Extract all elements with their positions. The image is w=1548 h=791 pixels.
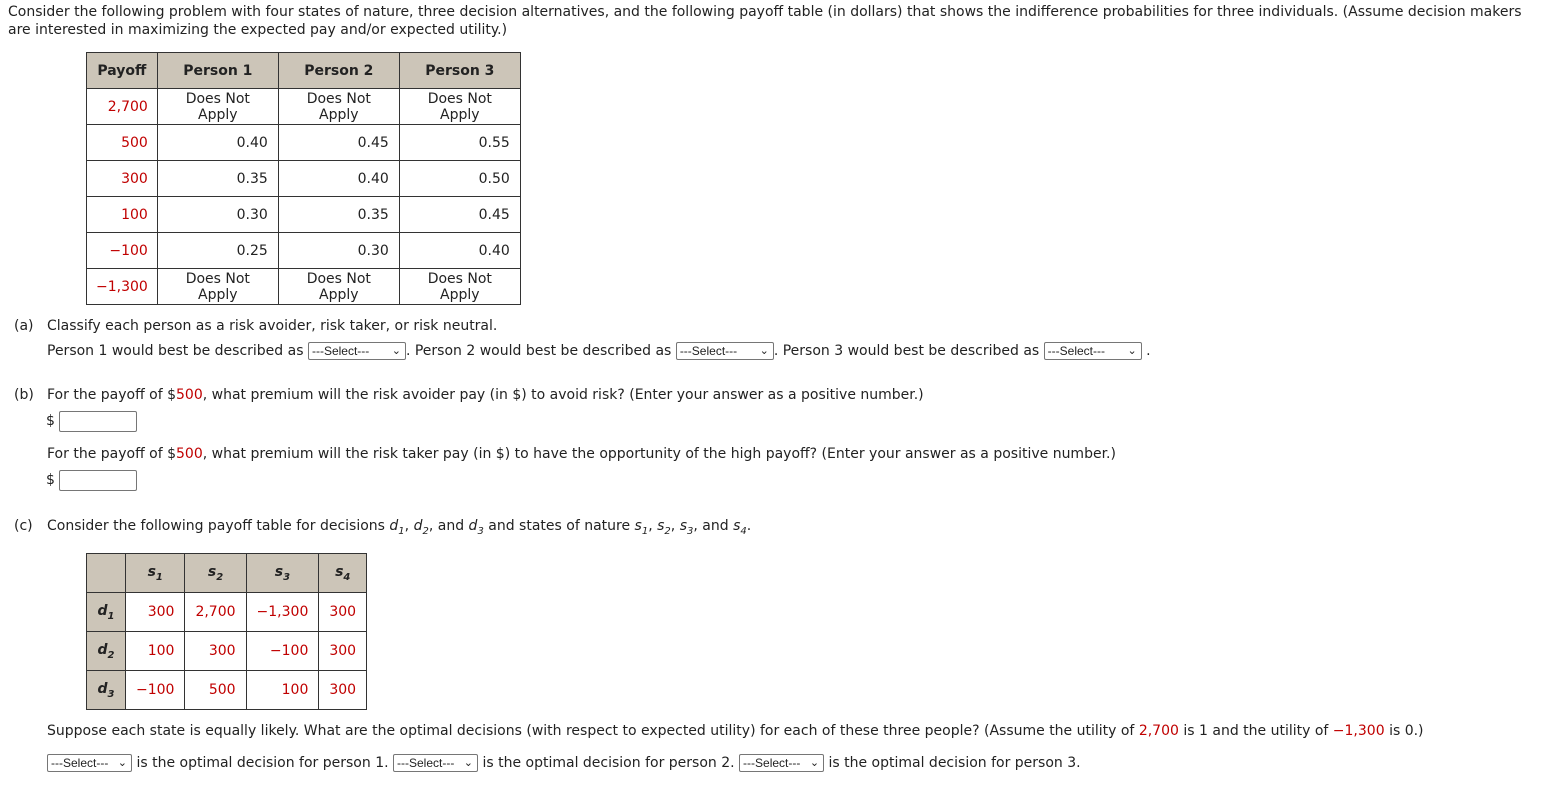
- risk-taker-premium-input[interactable]: [59, 470, 137, 491]
- chevron-down-icon: ⌄: [759, 345, 769, 357]
- prob-cell: 0.25: [157, 233, 278, 269]
- table-row: [87, 632, 367, 671]
- payoff-cell: 500: [87, 125, 158, 161]
- subscript: 1: [398, 525, 405, 537]
- subscript: 3: [477, 525, 484, 537]
- header-s2: [185, 554, 246, 593]
- subscript: 3: [687, 525, 694, 537]
- payoff-cell: 500: [185, 671, 246, 710]
- payoff-cell: 300: [319, 593, 367, 632]
- part-c-question: [47, 723, 1424, 739]
- header-person-3: Person 3: [399, 53, 520, 89]
- d-letter: d: [97, 641, 108, 658]
- s-letter: s: [274, 563, 284, 580]
- subscript: 2: [107, 649, 115, 661]
- prob-cell: Does Not Apply: [278, 269, 399, 305]
- q-text: For the payoff of $: [47, 446, 177, 462]
- payoff-cell: 100: [126, 632, 185, 671]
- problem-intro: Consider the following problem with four states of nature, three decision alternatives, and the following payoff table (in dollars) that shows the indifference probabilities for three individuals. (Assume decision makers are interested in maximizing the expected pay and/or expected utility.): [8, 4, 1522, 38]
- prob-cell: Does Not Apply: [157, 89, 278, 125]
- s-letter: s: [335, 563, 344, 580]
- d-letter: d: [413, 518, 423, 534]
- payoff-cell: −100: [87, 233, 158, 269]
- q-text: is 0.): [1389, 723, 1424, 739]
- part-b-question-2: [47, 446, 1116, 462]
- payoff-cell: 2,700: [185, 593, 246, 632]
- subscript: 1: [107, 610, 115, 622]
- select-value: ---Select---: [743, 756, 801, 770]
- prob-cell: 0.35: [157, 161, 278, 197]
- header-person-1: Person 1: [157, 53, 278, 89]
- payoff-cell: 300: [185, 632, 246, 671]
- s-letter: s: [679, 518, 687, 534]
- payoff-cell: −100: [246, 632, 319, 671]
- table-row: [87, 197, 521, 233]
- payoff-cell: 300: [319, 671, 367, 710]
- d-letter: d: [97, 602, 108, 619]
- person1-classification-select[interactable]: [308, 342, 406, 360]
- part-a-answers: [47, 342, 1151, 360]
- prob-cell: Does Not Apply: [399, 89, 520, 125]
- prob-cell: 0.45: [278, 125, 399, 161]
- d-letter: d: [389, 518, 399, 534]
- payoff-cell: 100: [246, 671, 319, 710]
- person2-classification-select[interactable]: [676, 342, 774, 360]
- prob-cell: 0.50: [399, 161, 520, 197]
- person1-decision-select[interactable]: [47, 754, 132, 772]
- part-c-label: (c): [14, 518, 33, 534]
- s-letter: s: [733, 518, 741, 534]
- select-value: ---Select---: [51, 756, 109, 770]
- utility-payoff-high: 2,700: [1138, 723, 1179, 739]
- d-letter: d: [97, 680, 108, 697]
- header-person-2: Person 2: [278, 53, 399, 89]
- payoff-cell: −100: [126, 671, 185, 710]
- table-row: [87, 593, 367, 632]
- dollar-sign: $: [46, 413, 55, 429]
- decision-payoff-table: [86, 553, 367, 710]
- payoff-cell: 300: [319, 632, 367, 671]
- q-text: , what premium will the risk taker pay (in $) to have the opportunity of the high payoff? (Enter your answer as a positive number.): [202, 446, 1116, 462]
- header-s3: [246, 554, 319, 593]
- table-header-row: [87, 53, 521, 89]
- q-text: , what premium will the risk avoider pay (in $) to avoid risk? (Enter your answer as a positive number.): [202, 387, 924, 403]
- state-symbol: [657, 518, 671, 537]
- payoff-cell: −1,300: [87, 269, 158, 305]
- prob-cell: 0.40: [278, 161, 399, 197]
- dollar-sign: $: [46, 472, 55, 488]
- decision-symbol: [389, 518, 405, 537]
- subscript: 1: [641, 525, 649, 537]
- payoff-value: 500: [176, 387, 203, 403]
- table-row: [87, 233, 521, 269]
- part-c-intro: Consider the following payoff table for decisions $d_1$, $d_2$, and $d_3$ and states of nature $s_1$, $s_2$, $s_3$, and $s_4$.: [47, 518, 752, 537]
- prob-cell: 0.30: [157, 197, 278, 233]
- s-letter: s: [207, 563, 217, 580]
- answer-text: is the optimal decision for person 2.: [482, 755, 735, 771]
- prob-cell: 0.40: [157, 125, 278, 161]
- q-text: Suppose each state is equally likely. What are the optimal decisions (with respect to expected utility) for each of these three people? (Assume the utility of: [47, 723, 1135, 739]
- s-letter: s: [147, 563, 156, 580]
- prob-cell: 0.45: [399, 197, 520, 233]
- select-value: ---Select---: [397, 756, 455, 770]
- table-row: [87, 671, 367, 710]
- table-row: [87, 89, 521, 125]
- state-symbol: [733, 518, 747, 537]
- person1-text: Person 1 would best be described as: [47, 343, 304, 359]
- header-s4: [319, 554, 367, 593]
- table-row: [87, 269, 521, 305]
- q-text: and: [437, 518, 465, 534]
- payoff-cell: 300: [126, 593, 185, 632]
- q-text: is 1 and the utility of: [1183, 723, 1329, 739]
- prob-cell: 0.40: [399, 233, 520, 269]
- subscript: 3: [107, 688, 115, 700]
- decision-symbol: [413, 518, 429, 537]
- table-row: [87, 161, 521, 197]
- header-s1: [126, 554, 185, 593]
- q-text: For the payoff of $: [47, 387, 177, 403]
- risk-avoider-premium-input[interactable]: [59, 411, 137, 432]
- payoff-cell: 300: [87, 161, 158, 197]
- prob-cell: Does Not Apply: [278, 89, 399, 125]
- select-value: ---Select---: [311, 344, 370, 358]
- s-letter: s: [634, 518, 642, 534]
- prob-cell: Does Not Apply: [157, 269, 278, 305]
- prob-cell: 0.55: [399, 125, 520, 161]
- subscript: 2: [664, 525, 671, 537]
- subscript: 2: [216, 571, 224, 583]
- subscript: 2: [422, 525, 429, 537]
- part-a-question: Classify each person as a risk avoider, risk taker, or risk neutral.: [47, 318, 498, 334]
- decision-symbol: [468, 518, 484, 537]
- row-header-d1: [87, 593, 126, 632]
- part-b-question-1: [47, 387, 924, 403]
- chevron-down-icon: ⌄: [1127, 345, 1137, 357]
- state-symbol: [634, 518, 649, 537]
- row-header-d3: [87, 671, 126, 710]
- chevron-down-icon: ⌄: [391, 345, 401, 357]
- payoff-cell: 100: [87, 197, 158, 233]
- person2-text: . Person 2 would best be described as: [405, 343, 672, 359]
- prob-cell: 0.35: [278, 197, 399, 233]
- indifference-table: [86, 52, 521, 305]
- payoff-cell: −1,300: [246, 593, 319, 632]
- chevron-down-icon: ⌄: [117, 757, 127, 769]
- q-text: and states of nature: [488, 518, 631, 534]
- table-row: [87, 125, 521, 161]
- person2-decision-select[interactable]: [393, 754, 478, 772]
- person3-classification-select[interactable]: [1044, 342, 1142, 360]
- answer-text: is the optimal decision for person 3.: [828, 755, 1081, 771]
- answer-text: is the optimal decision for person 1.: [136, 755, 389, 771]
- payoff-cell: 2,700: [87, 89, 158, 125]
- table-header-row: [87, 554, 367, 593]
- q-text: Consider the following payoff table for decisions: [47, 518, 385, 534]
- corner-cell: [87, 554, 126, 593]
- state-symbol: [679, 518, 694, 537]
- part-c-answers: [47, 754, 1081, 772]
- subscript: 4: [343, 571, 351, 583]
- subscript: 1: [155, 571, 163, 583]
- d-letter: d: [468, 518, 478, 534]
- subscript: 3: [283, 571, 291, 583]
- subscript: 4: [740, 525, 747, 537]
- chevron-down-icon: ⌄: [809, 757, 820, 769]
- sentence-end: .: [1146, 343, 1151, 359]
- select-value: ---Select---: [679, 344, 738, 358]
- header-payoff: Payoff: [87, 53, 158, 89]
- chevron-down-icon: ⌄: [463, 757, 474, 769]
- prob-cell: 0.30: [278, 233, 399, 269]
- select-value: ---Select---: [1047, 344, 1105, 358]
- prob-cell: Does Not Apply: [399, 269, 520, 305]
- s-letter: s: [657, 518, 665, 534]
- person3-text: . Person 3 would best be described as: [773, 343, 1040, 359]
- utility-payoff-low: −1,300: [1332, 723, 1385, 739]
- part-b-label: (b): [14, 387, 34, 403]
- part-a-label: (a): [14, 318, 34, 334]
- person3-decision-select[interactable]: [739, 754, 824, 772]
- q-text: and: [702, 518, 729, 534]
- row-header-d2: [87, 632, 126, 671]
- payoff-value: 500: [176, 446, 203, 462]
